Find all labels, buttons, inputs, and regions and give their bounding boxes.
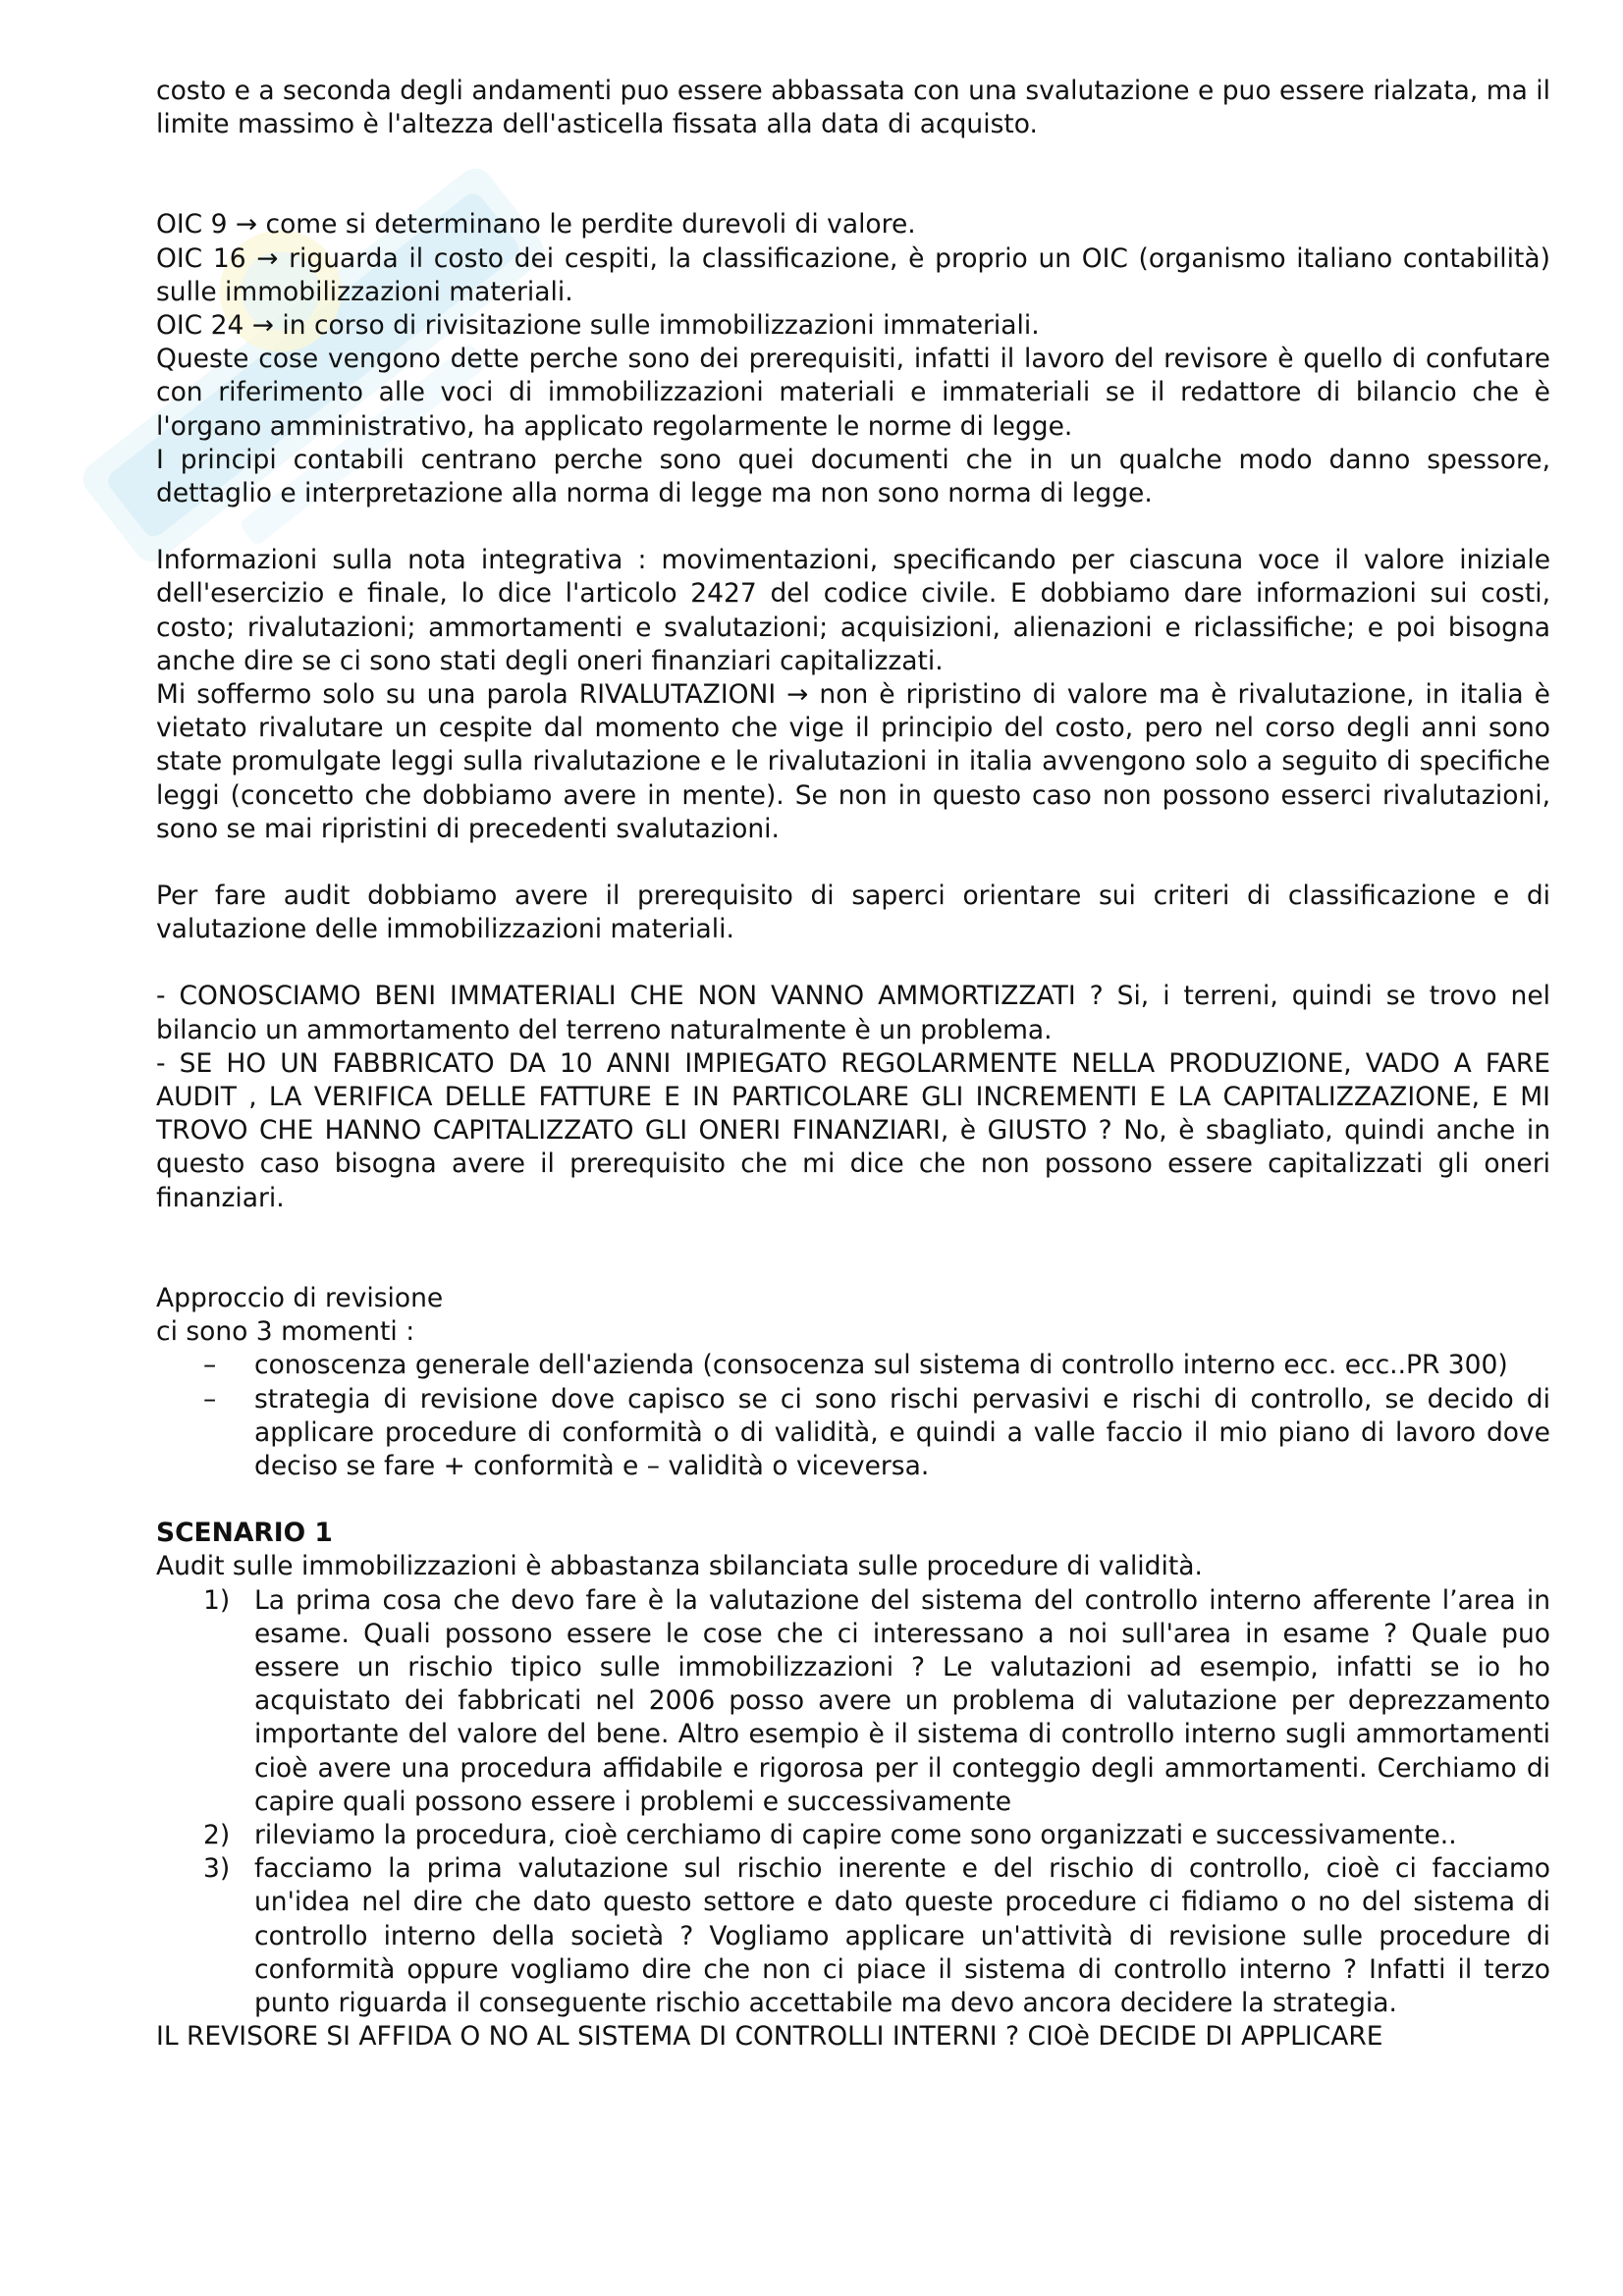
document-body xyxy=(156,75,1550,2054)
intro-paragraph: costo e a seconda degli andamenti puo essere abbassata con una svalutazione e puo essere rialzata, ma il limite massimo è l'altezza dell'asticella fissata alla data di acquisto. xyxy=(156,76,1550,140)
list-item-text: strategia di revisione dove capisco se ci sono rischi pervasivi e rischi di controllo, se decido di applicare procedure di conformità o di validità, e quindi a valle faccio il mio piano di lavoro dove deciso se fare + conformità e – validità o viceversa. xyxy=(254,1383,1550,1481)
number-marker: 3) xyxy=(203,1853,231,1885)
principi-contabili-paragraph: I principi contabili centrano perche sono quei documenti che in un qualche modo danno spessore, dettaglio e interpretazione alla norma di legge ma non sono norma di legge. xyxy=(156,444,1550,509)
scenario-intro: Audit sulle immobilizzazioni è abbastanza sbilanciata sulle procedure di validità. xyxy=(156,1551,1203,1582)
scenario-list xyxy=(156,1584,1550,2021)
dash-bullet: – xyxy=(203,1350,217,1381)
number-marker: 2) xyxy=(203,1819,231,1850)
list-item-text: conoscenza generale dell'azienda (consocenza sul sistema di controllo interno ecc. ecc..PR 300) xyxy=(254,1350,1508,1381)
list-item xyxy=(156,1383,1550,1484)
list-item-text: facciamo la prima valutazione sul rischio inerente e del rischio di controllo, cioè ci facciamo un'idea nel dire che dato questo settore e dato queste procedure ci fidiamo o no del sistema di controllo interno della società ? Vogliamo applicare un'attività di revisione sulle procedure di conformità oppure vogliamo dire che non ci piace il sistema di controllo interno ? Infatti il terzo punto riguarda il conseguente rischio accettabile ma devo ancora decidere la strategia. xyxy=(254,1853,1550,2018)
list-item xyxy=(156,1349,1550,1382)
oic-16-paragraph: OIC 16 → riguarda il costo dei cespiti, la classificazione, è proprio un OIC (organismo italiano contabilità) sulle immobilizzazioni materiali. xyxy=(156,242,1550,307)
prerequisiti-paragraph: Queste cose vengono dette perche sono dei prerequisiti, infatti il lavoro del revisore è quello di confutare con riferimento alle voci di immobilizzazioni materiali e immateriali se il redattore di bilancio che è l'organo amministrativo, ha applicato regolarmente le norme di legge. xyxy=(156,344,1550,442)
list-item-text: rileviamo la procedura, cioè cerchiamo di capire come sono organizzati e successivamente.. xyxy=(254,1819,1457,1850)
oic-24-paragraph: OIC 24 → in corso di rivisitazione sulle immobilizzazioni immateriali. xyxy=(156,310,1040,342)
question-terreni-paragraph: - CONOSCIAMO BENI IMMATERIALI CHE NON VANNO AMMORTIZZATI ? Si, i terreni, quindi se trovo nel bilancio un ammortamento del terreno naturalmente è un problema. xyxy=(156,981,1550,1045)
dash-bullet: – xyxy=(203,1383,217,1415)
list-item xyxy=(156,1819,1550,1852)
nota-integrativa-paragraph: Informazioni sulla nota integrativa : movimentazioni, specificando per ciascuna voce il valore iniziale dell'esercizio e finale, lo dice l'articolo 2427 del codice civile. E dobbiamo dare informazioni sui costi, costo; rivalutazioni; ammortamenti e svalutazioni; acquisizioni, alienazioni e riclassifiche; e poi bisogna anche dire se ci sono stati degli oneri finanziari capitalizzati. xyxy=(156,545,1550,676)
audit-prerequisito-paragraph: Per fare audit dobbiamo avere il prerequisito di saperci orientare sui criteri di classificazione e di valutazione delle immobilizzazioni materiali. xyxy=(156,881,1550,945)
question-fabbricato-paragraph: - SE HO UN FABBRICATO DA 10 ANNI IMPIEGATO REGOLARMENTE NELLA PRODUZIONE, VADO A FARE AUDIT , LA VERIFICA DELLE FATTURE E IN PARTICOLARE GLI INCREMENTI E LA CAPITALIZZAZIONE, E MI TROVO CHE HANNO CAPITALIZZATO GLI ONERI FINANZIARI, è GIUSTO ? No, è sbagliato, quindi anche in questo caso bisogna avere il prerequisito che mi dice che non possono essere capitalizzati gli oneri finanziari. xyxy=(156,1047,1550,1213)
list-item xyxy=(156,1584,1550,1819)
scenario-closing: IL REVISORE SI AFFIDA O NO AL SISTEMA DI CONTROLLI INTERNI ? CIOè DECIDE DI APPLICARE xyxy=(156,2021,1383,2053)
approccio-list xyxy=(156,1349,1550,1483)
list-item-text: La prima cosa che devo fare è la valutazione del sistema del controllo interno afferente l’area in esame. Quali possono essere le cose che ci interessano a noi sull'area in esame ? Quale puo essere un rischio tipico sulle immobilizzazioni ? Le valutazioni ad esempio, infatti se io ho acquistato dei fabbricati nel 2006 posso avere un problema di valutazione per deprezzamento importante del valore del bene. Altro esempio è il sistema di controllo interno sugli ammortamenti cioè avere una procedura affidabile e rigorosa per il conteggio degli ammortamenti. Cerchiamo di capire quali possono essere i problemi e successivamente xyxy=(254,1584,1550,1817)
rivalutazioni-paragraph: Mi soffermo solo su una parola RIVALUTAZIONI → non è ripristino di valore ma è rivalutazione, in italia è vietato rivalutare un cespite dal momento che vige il principio del costo, pero nel corso degli anni sono state promulgate leggi sulla rivalutazione e le rivalutazioni in italia avvengono solo a seguito di specifiche leggi (concetto che dobbiamo avere in mente). Se non in questo caso non possono esserci rivalutazioni, sono se mai ripristini di precedenti svalutazioni. xyxy=(156,679,1550,844)
list-item xyxy=(156,1852,1550,2020)
number-marker: 1) xyxy=(203,1584,231,1616)
oic-9-paragraph: OIC 9 → come si determinano le perdite durevoli di valore. xyxy=(156,209,916,240)
scenario-heading: SCENARIO 1 xyxy=(156,1518,333,1549)
approccio-title: Approccio di revisione xyxy=(156,1282,444,1313)
approccio-subtitle: ci sono 3 momenti : xyxy=(156,1316,415,1348)
